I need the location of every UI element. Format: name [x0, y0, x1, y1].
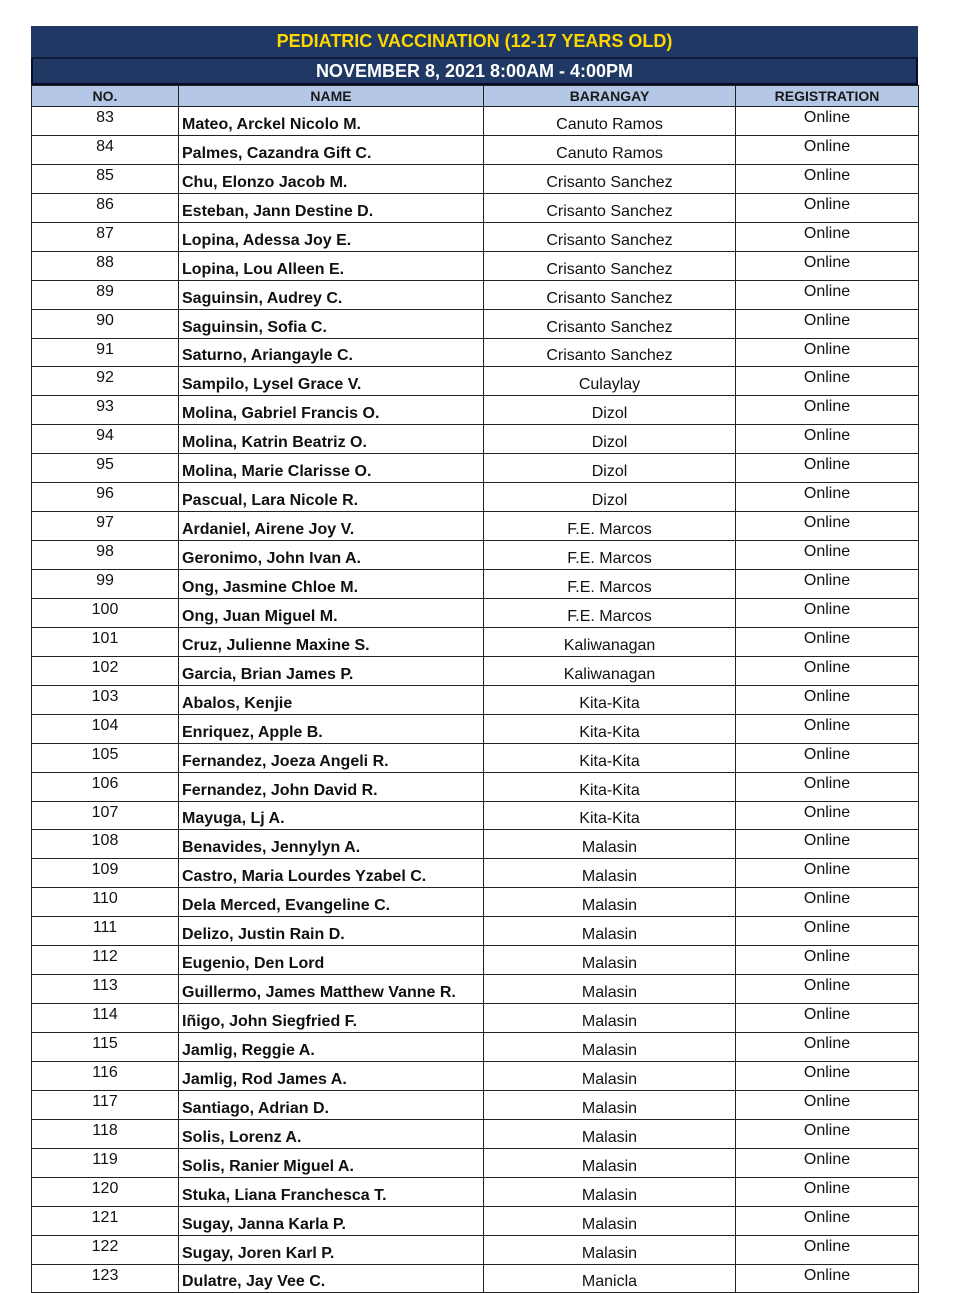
name-cell: Solis, Ranier Miguel A. — [179, 1148, 484, 1177]
table-header-row — [32, 86, 919, 107]
name-cell: Saturno, Ariangayle C. — [179, 338, 484, 367]
row-number-cell: 110 — [32, 888, 179, 917]
table-row — [32, 772, 919, 801]
registration-cell: Online — [736, 1206, 919, 1235]
row-number-cell: 83 — [32, 107, 179, 136]
row-number-cell: 122 — [32, 1235, 179, 1264]
table-row — [32, 656, 919, 685]
table-row — [32, 1061, 919, 1090]
table-row — [32, 107, 919, 136]
row-number-cell: 92 — [32, 367, 179, 396]
registration-cell: Online — [736, 251, 919, 280]
row-number-cell: 91 — [32, 338, 179, 367]
row-number-cell: 100 — [32, 598, 179, 627]
name-cell: Chu, Elonzo Jacob M. — [179, 164, 484, 193]
column-header-name: NAME — [179, 86, 484, 107]
barangay-cell: Manicla — [484, 1264, 736, 1293]
name-cell: Lopina, Lou Alleen E. — [179, 251, 484, 280]
registration-cell: Online — [736, 685, 919, 714]
row-number-cell: 108 — [32, 830, 179, 859]
name-cell: Ong, Jasmine Chloe M. — [179, 570, 484, 599]
barangay-cell: Kaliwanagan — [484, 656, 736, 685]
table-row — [32, 1264, 919, 1293]
name-cell: Lopina, Adessa Joy E. — [179, 222, 484, 251]
barangay-cell: Crisanto Sanchez — [484, 338, 736, 367]
barangay-cell: Crisanto Sanchez — [484, 164, 736, 193]
row-number-cell: 106 — [32, 772, 179, 801]
row-number-cell: 123 — [32, 1264, 179, 1293]
name-cell: Castro, Maria Lourdes Yzabel C. — [179, 859, 484, 888]
name-cell: Mayuga, Lj A. — [179, 801, 484, 830]
table-row — [32, 454, 919, 483]
registration-cell: Online — [736, 772, 919, 801]
name-cell: Stuka, Liana Franchesca T. — [179, 1177, 484, 1206]
table-row — [32, 280, 919, 309]
row-number-cell: 111 — [32, 917, 179, 946]
table-row — [32, 685, 919, 714]
row-number-cell: 103 — [32, 685, 179, 714]
table-row — [32, 222, 919, 251]
table-row — [32, 1090, 919, 1119]
barangay-cell: Malasin — [484, 946, 736, 975]
registration-cell: Online — [736, 830, 919, 859]
table-row — [32, 164, 919, 193]
barangay-cell: Malasin — [484, 1090, 736, 1119]
registration-cell: Online — [736, 454, 919, 483]
barangay-cell: Malasin — [484, 830, 736, 859]
name-cell: Molina, Gabriel Francis O. — [179, 396, 484, 425]
registration-cell: Online — [736, 309, 919, 338]
row-number-cell: 117 — [32, 1090, 179, 1119]
barangay-cell: Kaliwanagan — [484, 627, 736, 656]
registration-cell: Online — [736, 917, 919, 946]
barangay-cell: Dizol — [484, 454, 736, 483]
registration-cell: Online — [736, 859, 919, 888]
table-row — [32, 309, 919, 338]
name-cell: Dulatre, Jay Vee C. — [179, 1264, 484, 1293]
barangay-cell: Canuto Ramos — [484, 135, 736, 164]
barangay-cell: Dizol — [484, 425, 736, 454]
name-cell: Pascual, Lara Nicole R. — [179, 483, 484, 512]
row-number-cell: 114 — [32, 1004, 179, 1033]
table-row — [32, 1206, 919, 1235]
table-row — [32, 598, 919, 627]
row-number-cell: 89 — [32, 280, 179, 309]
table-row — [32, 483, 919, 512]
name-cell: Enriquez, Apple B. — [179, 714, 484, 743]
row-number-cell: 121 — [32, 1206, 179, 1235]
name-cell: Fernandez, Joeza Angeli R. — [179, 743, 484, 772]
name-cell: Fernandez, John David R. — [179, 772, 484, 801]
table-row — [32, 830, 919, 859]
registration-cell: Online — [736, 193, 919, 222]
name-cell: Jamlig, Reggie A. — [179, 1033, 484, 1062]
column-header-barangay: BARANGAY — [484, 86, 736, 107]
name-cell: Esteban, Jann Destine D. — [179, 193, 484, 222]
barangay-cell: Kita-Kita — [484, 772, 736, 801]
table-row — [32, 396, 919, 425]
name-cell: Sugay, Janna Karla P. — [179, 1206, 484, 1235]
row-number-cell: 86 — [32, 193, 179, 222]
table-row — [32, 1235, 919, 1264]
table-row — [32, 1177, 919, 1206]
registration-cell: Online — [736, 743, 919, 772]
registration-cell: Online — [736, 1090, 919, 1119]
barangay-cell: Dizol — [484, 483, 736, 512]
name-cell: Iñigo, John Siegfried F. — [179, 1004, 484, 1033]
barangay-cell: Crisanto Sanchez — [484, 280, 736, 309]
name-cell: Dela Merced, Evangeline C. — [179, 888, 484, 917]
barangay-cell: Malasin — [484, 859, 736, 888]
row-number-cell: 99 — [32, 570, 179, 599]
registration-cell: Online — [736, 1061, 919, 1090]
name-cell: Garcia, Brian James P. — [179, 656, 484, 685]
row-number-cell: 107 — [32, 801, 179, 830]
name-cell: Saguinsin, Audrey C. — [179, 280, 484, 309]
row-number-cell: 112 — [32, 946, 179, 975]
barangay-cell: Kita-Kita — [484, 714, 736, 743]
barangay-cell: Dizol — [484, 396, 736, 425]
registration-cell: Online — [736, 483, 919, 512]
registration-cell: Online — [736, 1235, 919, 1264]
row-number-cell: 116 — [32, 1061, 179, 1090]
table-row — [32, 512, 919, 541]
row-number-cell: 90 — [32, 309, 179, 338]
name-cell: Mateo, Arckel Nicolo M. — [179, 107, 484, 136]
table-row — [32, 135, 919, 164]
table-row — [32, 541, 919, 570]
name-cell: Geronimo, John Ivan A. — [179, 541, 484, 570]
name-cell: Ardaniel, Airene Joy V. — [179, 512, 484, 541]
column-header-registration: REGISTRATION — [736, 86, 919, 107]
registration-cell: Online — [736, 1033, 919, 1062]
table-row — [32, 570, 919, 599]
name-cell: Saguinsin, Sofia C. — [179, 309, 484, 338]
row-number-cell: 93 — [32, 396, 179, 425]
name-cell: Molina, Katrin Beatriz O. — [179, 425, 484, 454]
registration-cell: Online — [736, 1264, 919, 1293]
row-number-cell: 84 — [32, 135, 179, 164]
name-cell: Molina, Marie Clarisse O. — [179, 454, 484, 483]
registration-cell: Online — [736, 714, 919, 743]
name-cell: Eugenio, Den Lord — [179, 946, 484, 975]
table-row — [32, 1033, 919, 1062]
registration-cell: Online — [736, 425, 919, 454]
barangay-cell: Culaylay — [484, 367, 736, 396]
name-cell: Benavides, Jennylyn A. — [179, 830, 484, 859]
table-row — [32, 1004, 919, 1033]
registration-cell: Online — [736, 801, 919, 830]
barangay-cell: Malasin — [484, 1061, 736, 1090]
registration-cell: Online — [736, 280, 919, 309]
table-row — [32, 251, 919, 280]
barangay-cell: F.E. Marcos — [484, 512, 736, 541]
table-row — [32, 425, 919, 454]
barangay-cell: Crisanto Sanchez — [484, 251, 736, 280]
barangay-cell: Malasin — [484, 975, 736, 1004]
table-row — [32, 1119, 919, 1148]
barangay-cell: F.E. Marcos — [484, 598, 736, 627]
registration-cell: Online — [736, 135, 919, 164]
name-cell: Sugay, Joren Karl P. — [179, 1235, 484, 1264]
table-row — [32, 801, 919, 830]
name-cell: Solis, Lorenz A. — [179, 1119, 484, 1148]
barangay-cell: Malasin — [484, 1177, 736, 1206]
table-row — [32, 743, 919, 772]
table-row — [32, 888, 919, 917]
registration-cell: Online — [736, 1004, 919, 1033]
name-cell: Palmes, Cazandra Gift C. — [179, 135, 484, 164]
barangay-cell: Kita-Kita — [484, 685, 736, 714]
table-row — [32, 1148, 919, 1177]
barangay-cell: Canuto Ramos — [484, 107, 736, 136]
registration-cell: Online — [736, 107, 919, 136]
table-row — [32, 946, 919, 975]
registration-cell: Online — [736, 367, 919, 396]
row-number-cell: 119 — [32, 1148, 179, 1177]
barangay-cell: Kita-Kita — [484, 743, 736, 772]
table-row — [32, 338, 919, 367]
registration-cell: Online — [736, 541, 919, 570]
registration-cell: Online — [736, 975, 919, 1004]
registration-cell: Online — [736, 512, 919, 541]
name-cell: Ong, Juan Miguel M. — [179, 598, 484, 627]
barangay-cell: Malasin — [484, 888, 736, 917]
sheet-title: PEDIATRIC VACCINATION (12-17 YEARS OLD) — [31, 26, 918, 58]
registration-cell: Online — [736, 598, 919, 627]
barangay-cell: Malasin — [484, 1206, 736, 1235]
row-number-cell: 94 — [32, 425, 179, 454]
name-cell: Abalos, Kenjie — [179, 685, 484, 714]
row-number-cell: 96 — [32, 483, 179, 512]
barangay-cell: Malasin — [484, 1148, 736, 1177]
registration-cell: Online — [736, 1148, 919, 1177]
row-number-cell: 87 — [32, 222, 179, 251]
registration-cell: Online — [736, 627, 919, 656]
row-number-cell: 95 — [32, 454, 179, 483]
column-header-no: NO. — [32, 86, 179, 107]
name-cell: Guillermo, James Matthew Vanne R. — [179, 975, 484, 1004]
registration-cell: Online — [736, 888, 919, 917]
barangay-cell: Malasin — [484, 1235, 736, 1264]
table-row — [32, 627, 919, 656]
barangay-cell: Malasin — [484, 1004, 736, 1033]
barangay-cell: F.E. Marcos — [484, 570, 736, 599]
barangay-cell: Crisanto Sanchez — [484, 222, 736, 251]
registration-cell: Online — [736, 656, 919, 685]
name-cell: Cruz, Julienne Maxine S. — [179, 627, 484, 656]
row-number-cell: 118 — [32, 1119, 179, 1148]
name-cell: Delizo, Justin Rain D. — [179, 917, 484, 946]
registration-cell: Online — [736, 338, 919, 367]
barangay-cell: Malasin — [484, 1119, 736, 1148]
registrant-table — [31, 85, 919, 1293]
name-cell: Sampilo, Lysel Grace V. — [179, 367, 484, 396]
registration-cell: Online — [736, 396, 919, 425]
registration-cell: Online — [736, 164, 919, 193]
registration-cell: Online — [736, 946, 919, 975]
row-number-cell: 88 — [32, 251, 179, 280]
table-row — [32, 714, 919, 743]
row-number-cell: 115 — [32, 1033, 179, 1062]
table-row — [32, 975, 919, 1004]
row-number-cell: 120 — [32, 1177, 179, 1206]
name-cell: Santiago, Adrian D. — [179, 1090, 484, 1119]
row-number-cell: 102 — [32, 656, 179, 685]
row-number-cell: 97 — [32, 512, 179, 541]
barangay-cell: Malasin — [484, 917, 736, 946]
table-row — [32, 367, 919, 396]
barangay-cell: Kita-Kita — [484, 801, 736, 830]
row-number-cell: 109 — [32, 859, 179, 888]
table-row — [32, 917, 919, 946]
table-row — [32, 193, 919, 222]
row-number-cell: 101 — [32, 627, 179, 656]
barangay-cell: Malasin — [484, 1033, 736, 1062]
row-number-cell: 104 — [32, 714, 179, 743]
name-cell: Jamlig, Rod James A. — [179, 1061, 484, 1090]
vaccination-list-sheet — [31, 26, 918, 1293]
barangay-cell: Crisanto Sanchez — [484, 193, 736, 222]
row-number-cell: 113 — [32, 975, 179, 1004]
registration-cell: Online — [736, 222, 919, 251]
table-row — [32, 859, 919, 888]
registration-cell: Online — [736, 1177, 919, 1206]
schedule-banner: NOVEMBER 8, 2021 8:00AM - 4:00PM — [31, 58, 918, 85]
barangay-cell: F.E. Marcos — [484, 541, 736, 570]
barangay-cell: Crisanto Sanchez — [484, 309, 736, 338]
registration-cell: Online — [736, 570, 919, 599]
row-number-cell: 98 — [32, 541, 179, 570]
row-number-cell: 85 — [32, 164, 179, 193]
registration-cell: Online — [736, 1119, 919, 1148]
table-body — [32, 107, 919, 1293]
row-number-cell: 105 — [32, 743, 179, 772]
